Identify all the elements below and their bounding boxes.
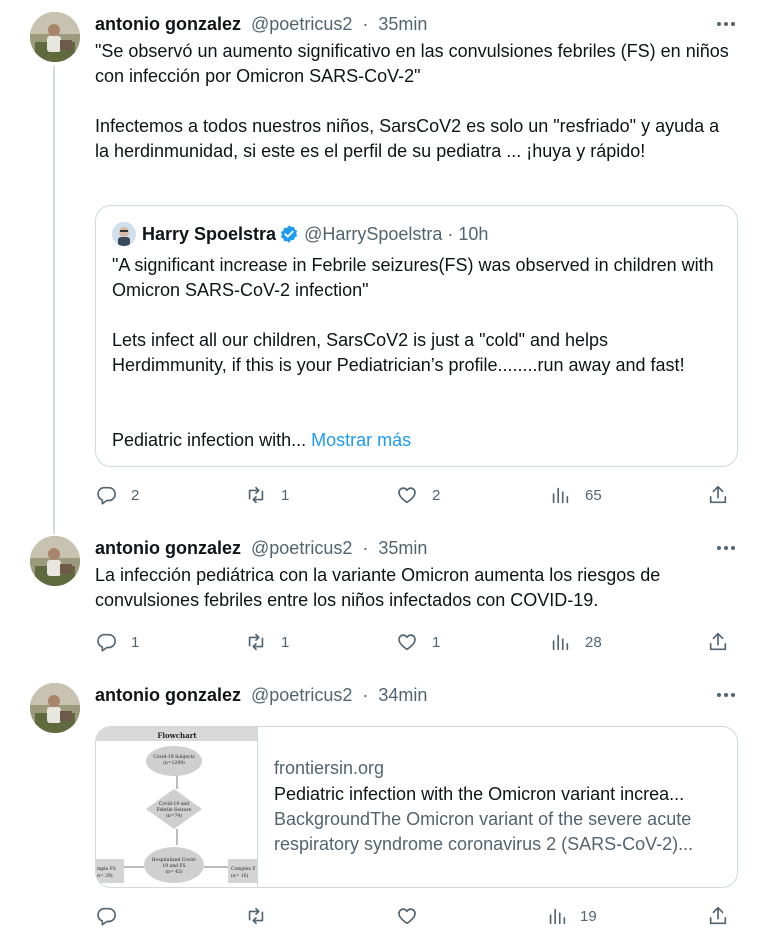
repost-button[interactable]	[245, 903, 267, 929]
tweet-text: La infección pediátrica con la variante Omicron aumenta los riesgos de convulsiones febriles entre los niños infectados con COVID-19.	[95, 565, 661, 610]
quoted-tweet-text: "A significant increase in Febrile seizures(FS) was observed in children with Omicron SARS-CoV-2 infection" Lets infect all our children, SarsCoV2 is just a "cold" and helps Herdimmunity, if this is your Pediatrician’s profile........run away and fast!	[112, 255, 714, 375]
tweet-header	[95, 536, 738, 560]
heart-icon	[396, 631, 418, 653]
link-card-domain: frontiersin.org	[274, 758, 385, 778]
author-name[interactable]: antonio gonzalez	[95, 14, 241, 34]
like-count: 1	[432, 633, 441, 651]
quoted-tweet-truncated	[112, 428, 411, 453]
timestamp[interactable]: 34min	[378, 685, 428, 705]
flowchart-right-line1: Complex F	[231, 867, 256, 872]
views-icon	[549, 631, 571, 653]
timestamp[interactable]: 35min	[378, 538, 428, 558]
quoted-timestamp: 10h	[458, 224, 489, 244]
views-count: 28	[585, 633, 602, 651]
share-icon	[707, 484, 729, 506]
more-options-icon[interactable]	[714, 683, 738, 707]
flowchart-box2-line3: (n=74)	[166, 814, 182, 819]
more-options-icon[interactable]	[714, 536, 738, 560]
separator: ·	[362, 14, 369, 34]
views-button[interactable]	[549, 482, 602, 508]
author-name[interactable]: antonio gonzalez	[95, 538, 241, 558]
like-count: 2	[432, 486, 441, 504]
avatar[interactable]	[30, 683, 80, 733]
views-count: 65	[585, 486, 602, 504]
like-button[interactable]	[396, 482, 440, 508]
flowchart-box3-line1: Hospitalized Covid-	[151, 858, 197, 863]
flowchart-box3-line2: 19 and FS	[162, 864, 186, 869]
tweet-2[interactable]	[0, 528, 774, 674]
heart-icon	[396, 905, 418, 927]
link-card-description: BackgroundThe Omicron variant of the severe acute respiratory syndrome coronavirus 2 (SARS-CoV-2)...	[274, 809, 694, 854]
timestamp[interactable]: 35min	[378, 14, 428, 34]
reply-icon	[95, 631, 117, 653]
link-card[interactable]	[95, 726, 738, 888]
quoted-tweet[interactable]	[95, 205, 738, 467]
repost-icon	[245, 905, 267, 927]
author-handle[interactable]: @poetricus2	[251, 538, 353, 558]
share-button[interactable]	[707, 482, 729, 508]
link-card-info	[274, 755, 723, 857]
heart-icon	[396, 484, 418, 506]
truncated-text: Pediatric infection with...	[112, 430, 307, 450]
flowchart-box2-line1: Covid-19 and	[158, 802, 190, 807]
views-icon	[549, 484, 571, 506]
verified-badge-icon	[279, 224, 299, 244]
repost-icon	[245, 631, 267, 653]
reply-icon	[95, 905, 117, 927]
link-card-thumbnail	[96, 727, 258, 888]
repost-count: 1	[281, 486, 290, 504]
tweet-text: "Se observó un aumento significativo en las convulsiones febriles (FS) en niños con infección por Omicron SARS-CoV-2" Infectemos a todos nuestros niños, SarsCoV2 es solo un "resfriado" y ayuda a la herdinmunidad, si este es el perfil de su pediatra ... ¡huya y rápido!	[95, 41, 729, 161]
flowchart-box1-line2: (n=1209)	[163, 761, 185, 766]
tweet-header	[95, 683, 738, 707]
reply-count: 2	[131, 486, 140, 504]
share-button[interactable]	[707, 903, 729, 929]
repost-count: 1	[281, 633, 290, 651]
tweet-actions	[95, 629, 738, 655]
flowchart-box3-line3: (n= 45)	[165, 870, 183, 875]
repost-button[interactable]	[245, 629, 289, 655]
share-icon	[707, 905, 729, 927]
repost-icon	[245, 484, 267, 506]
flowchart-title: Flowchart	[157, 731, 197, 740]
views-icon	[546, 905, 568, 927]
quoted-author-handle: @HarrySpoelstra	[304, 224, 443, 244]
tweet-3[interactable]	[0, 674, 774, 946]
views-button[interactable]	[549, 629, 602, 655]
more-options-icon[interactable]	[714, 12, 738, 36]
reply-icon	[95, 484, 117, 506]
avatar[interactable]	[30, 12, 80, 62]
flowchart-right-line2: (n= 16)	[231, 874, 249, 879]
quoted-tweet-header	[112, 222, 488, 246]
flowchart-left-line1: mple FS	[97, 867, 116, 872]
reply-button[interactable]	[95, 903, 117, 929]
like-button[interactable]	[396, 903, 418, 929]
reply-button[interactable]	[95, 482, 139, 508]
show-more-link[interactable]: Mostrar más	[311, 430, 412, 450]
link-card-title: Pediatric infection with the Omicron variant increa...	[274, 784, 685, 804]
flowchart-box2-line2: Febrile Seizure	[156, 808, 192, 813]
quoted-avatar	[112, 222, 136, 246]
reply-button[interactable]	[95, 629, 139, 655]
views-count: 19	[580, 907, 597, 925]
author-handle[interactable]: @poetricus2	[251, 14, 353, 34]
separator: ·	[447, 224, 454, 244]
share-icon	[707, 631, 729, 653]
tweet-actions	[95, 482, 738, 508]
quoted-author-name: Harry Spoelstra	[142, 224, 277, 244]
tweet-header	[95, 12, 738, 36]
author-name[interactable]: antonio gonzalez	[95, 685, 241, 705]
views-button[interactable]	[546, 903, 597, 929]
separator: ·	[362, 538, 369, 558]
like-button[interactable]	[396, 629, 440, 655]
avatar[interactable]	[30, 536, 80, 586]
flowchart-box1-line1: Covid-19 Subjects	[153, 755, 195, 760]
flowchart-left-line2: n= 29)	[97, 874, 113, 879]
tweet-actions	[95, 903, 738, 929]
separator: ·	[362, 685, 369, 705]
share-button[interactable]	[707, 629, 729, 655]
repost-button[interactable]	[245, 482, 289, 508]
author-handle[interactable]: @poetricus2	[251, 685, 353, 705]
reply-count: 1	[131, 633, 140, 651]
